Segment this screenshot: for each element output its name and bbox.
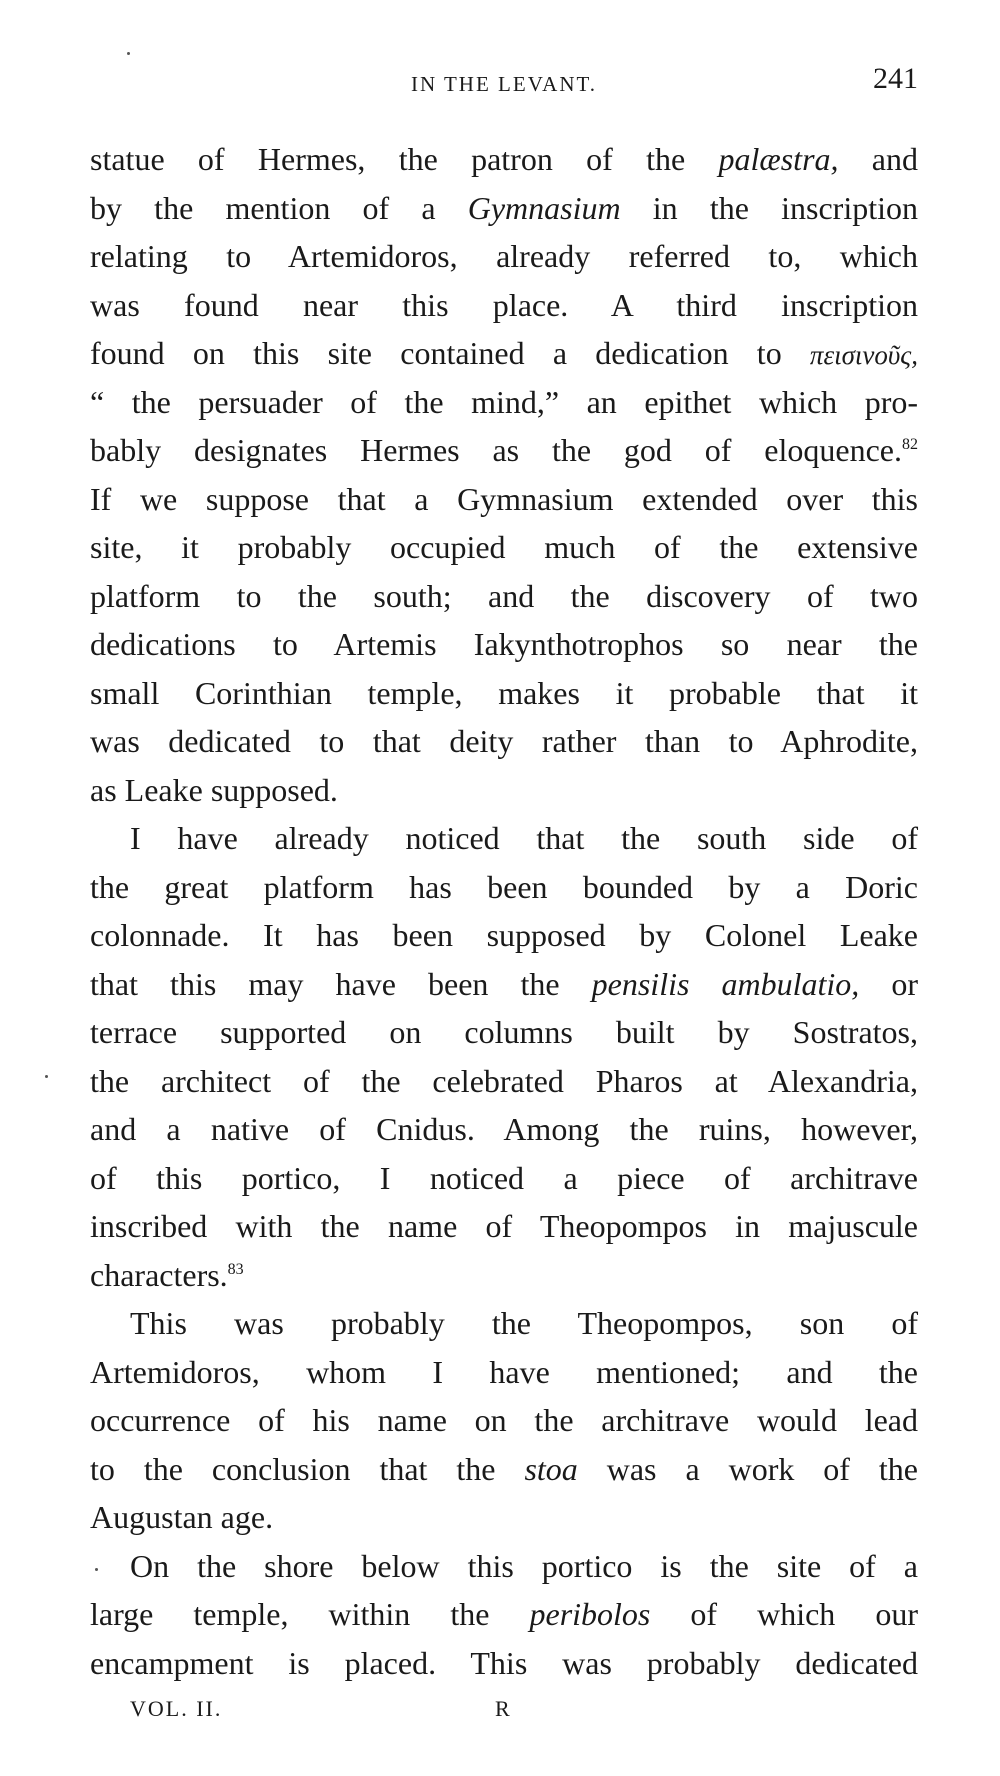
text-line: dedications to Artemis Iakynthotrophos so near the [90, 626, 918, 662]
paper-speck [127, 52, 130, 55]
text-line: site, it probably occupied much of the extensive [90, 529, 918, 565]
text-line [90, 184, 918, 233]
text-span: or [859, 965, 919, 1002]
text-line [90, 426, 918, 475]
text-line [90, 1445, 918, 1494]
text-line [90, 1590, 918, 1639]
text-span: was a work of the [577, 1450, 919, 1487]
paper-speck [45, 1075, 48, 1078]
italic-term: stoa [524, 1450, 578, 1487]
text-line: Artemidoros, whom I have mentioned; and the [90, 1353, 918, 1390]
page-footer [90, 1696, 918, 1736]
text-line: relating to Artemidoros, already referred to, which [90, 238, 918, 274]
text-line: “ the persuader of the mind,” an epithet which pro- [90, 383, 918, 420]
text-line [90, 1251, 918, 1300]
text-line: encampment is placed. This was probably dedicated [90, 1644, 918, 1681]
text-span: that this may have been the [90, 965, 592, 1002]
text-line: This was probably the Theopompos, son of [130, 1305, 918, 1341]
text-line: occurrence of his name on the architrave would lead [90, 1402, 918, 1438]
page-number: 241 [873, 62, 918, 95]
text-line: terrace supported on columns built by Sostratos, [90, 1014, 918, 1050]
text-line: was found near this place. A third inscription [90, 286, 918, 323]
text-line: the architect of the celebrated Pharos at Alexandria, [90, 1062, 918, 1099]
text-span: and [838, 141, 919, 177]
text-line: If we suppose that a Gymnasium extended over this [90, 480, 918, 517]
italic-term: Gymnasium [467, 189, 621, 226]
greek-word: πεισινοῦς, [809, 340, 918, 370]
text-span: in the inscription [620, 189, 919, 226]
text-span: found on this site contained a dedication to [90, 335, 810, 371]
text-span: statue of Hermes, the patron of the [90, 141, 719, 177]
text-line: of this portico, I noticed a piece of architrave [90, 1159, 918, 1196]
text-line [90, 135, 918, 184]
text-line: and a native of Cnidus. Among the ruins, however, [90, 1111, 918, 1147]
text-span: to the conclusion that the [90, 1450, 525, 1487]
text-line: platform to the south; and the discovery of two [90, 577, 918, 614]
text-line: colonnade. It has been supposed by Colonel Leake [90, 917, 918, 953]
running-title: IN THE LEVANT. [410, 72, 598, 96]
gathering-signature: R [495, 1696, 510, 1721]
text-span: bably designates Hermes as the god of eloquence. [90, 432, 902, 468]
text-line: On the shore below this portico is the site of a [130, 1547, 918, 1584]
text-line: Augustan age. [90, 1499, 274, 1535]
footnote-ref: 83 [227, 1260, 244, 1278]
text-line: was dedicated to that deity rather than to Aphrodite, [90, 723, 918, 759]
running-head [90, 62, 918, 102]
text-span: large temple, within the [90, 1596, 530, 1632]
text-line: small Corinthian temple, makes it probable that it [90, 674, 918, 711]
text-line: the great platform has been bounded by a Doric [90, 868, 918, 905]
footnote-ref: 82 [902, 436, 918, 453]
text-line: I have already noticed that the south side of [130, 820, 918, 856]
text-line: as Leake supposed. [90, 771, 338, 808]
text-span: of which our [650, 1596, 919, 1632]
text-line [90, 960, 918, 1009]
italic-term: palæstra, [718, 141, 839, 177]
text-line [90, 329, 918, 378]
volume-signature: VOL. II. [130, 1696, 223, 1721]
text-span: characters. [90, 1256, 228, 1293]
italic-term: peribolos [529, 1596, 651, 1632]
text-span: by the mention of a [90, 189, 468, 226]
paper-speck [95, 1568, 98, 1571]
text-line: inscribed with the name of Theopompos in majuscule [90, 1208, 918, 1244]
italic-term: pensilis ambulatio, [591, 965, 860, 1002]
body-text [90, 135, 918, 1687]
